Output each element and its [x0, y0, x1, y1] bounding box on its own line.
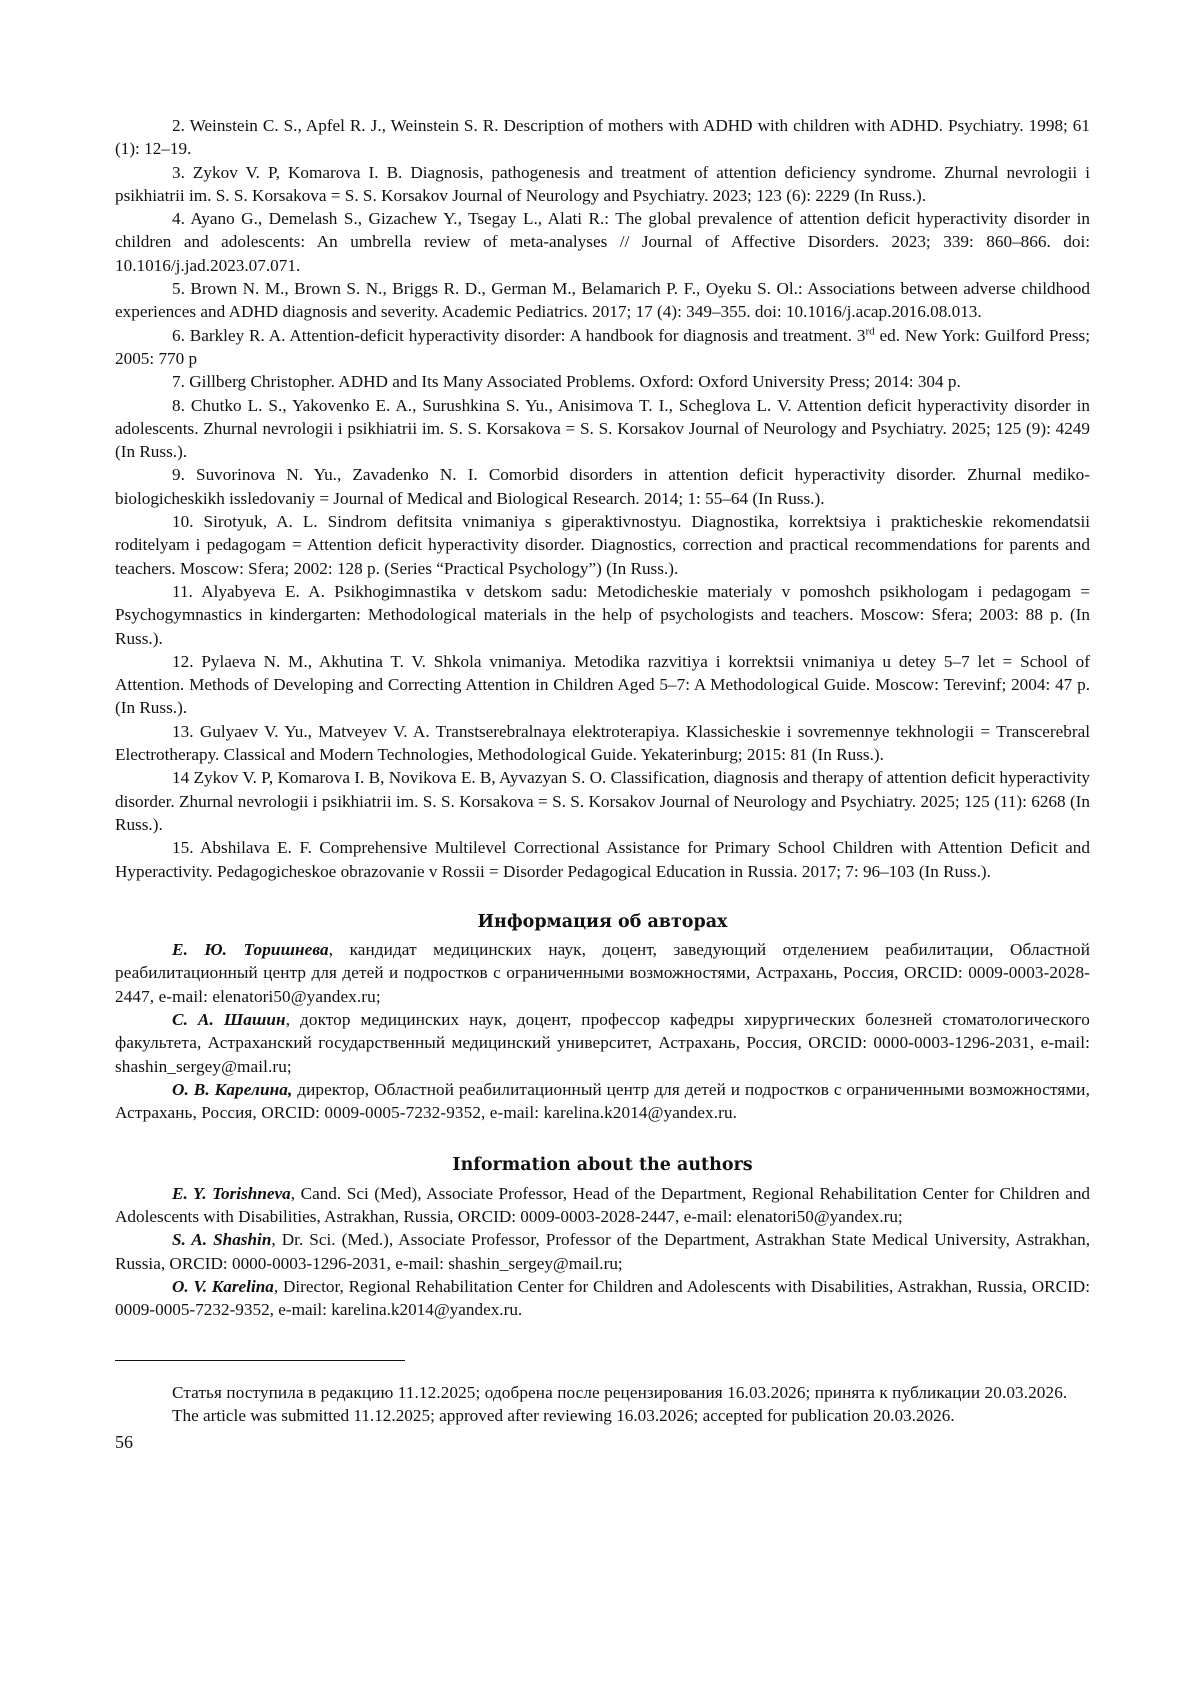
author-name: E. Y. Torishneva [172, 1183, 291, 1203]
reference-item: 11. Alyabyeva E. A. Psikhogimnastika v detskom sadu: Metodicheskie materialy v pomoshch psikhologam i pedagogam = Psychogymnastics in kindergarten: Methodological materials in the help of psychologists and teachers. Moscow: Sfera; 2003: 88 p. (In Russ.). [115, 581, 1090, 648]
reference-item: 10. Sirotyuk, A. L. Sindrom defitsita vnimaniya s giperaktivnostyu. Diagnostika, korrektsiya i prakticheskie rekomendatsii roditelyam i pedagogam = Attention deficit hyperactivity disorder. Diagnostics, correction and practical recommendations for parents and teachers. Moscow: Sfera; 2002: 128 p. (Series “Practical Psychology”) (In Russ.). [115, 512, 1090, 578]
author-details: Dr. Sci. (Med.), Associate Professor, Professor of the Department, Astrakhan State Medical University, Astrakhan, Russia, ORCID: 0000-0003-1296-2031, e-mail: shashin_sergey@mail.ru; [115, 1230, 1091, 1273]
author-entry [115, 1228, 1090, 1275]
author-details: Director, Regional Rehabilitation Center for Children and Adolescents with Disabilities, Astrakhan, Russia, ORCID: 0009-0005-7232-9352, e-mail: karelina.k2014@yandex.ru. [115, 1276, 1090, 1320]
reference-item: 14 Zykov V. P, Komarova I. B, Novikova E. B, Ayvazyan S. O. Classification, diagnosis and therapy of attention deficit hyperactivity disorder. Zhurnal nevrologii i psikhiatrii im. S. S. Korsakova = S. S. Korsakov Journal of Neurology and Psychiatry. 2025; 125 (11): 6268 (In Russ.). [115, 768, 1090, 834]
author-name: О. В. Карелина, [172, 1079, 293, 1099]
author-name: S. A. Shashin [172, 1230, 272, 1250]
author-name: O. V. Karelina [172, 1276, 274, 1296]
reference-list [115, 114, 1090, 883]
author-entry [115, 938, 1090, 1008]
author-separator: , [285, 1009, 301, 1029]
reference-item: 2. Weinstein C. S., Apfel R. J., Weinstein S. R. Description of mothers with ADHD with children with ADHD. Psychiatry. 1998; 61 (1): 12–19. [115, 116, 1090, 159]
reference-item: 12. Pylaeva N. M., Akhutina T. V. Shkola vnimaniya. Metodika razvitiya i korrektsii vnimaniya u detey 5–7 let = School of Attention. Methods of Developing and Correcting Attention in Children Aged 5–7: A Methodological Guide. Moscow: Terevinf; 2004: 47 p. (In Russ.). [115, 651, 1090, 718]
author-details: кандидат медицинских наук, доцент, заведующий отделением реабилитации, Областной реабилитационный центр для детей и подростков с ограниченными возможностями, Астрахань, Россия, ORCID: 0009-0003-2028-2447, e-mail: elenatori50@yandex.ru; [115, 940, 1090, 1006]
reference-item: 13. Gulyaev V. Yu., Matveyev V. A. Transtserebralnaya elektroterapiya. Klassicheskie i sovremennye tekhnologii = Transcerebral Electrotherapy. Classical and Modern Technologies, Methodological Guide. Yekaterinburg; 2015: 81 (In Russ.). [115, 721, 1090, 765]
footnote-divider [115, 1360, 405, 1361]
author-entry [115, 1275, 1090, 1322]
author-separator: , [271, 1230, 282, 1250]
author-separator: , [290, 1183, 301, 1203]
author-entry [115, 1182, 1090, 1229]
reference-item: 7. Gillberg Christopher. ADHD and Its Many Associated Problems. Oxford: Oxford University Press; 2014: 304 p. [172, 372, 961, 392]
page-content [115, 114, 1090, 1454]
reference-item: 3. Zykov V. P, Komarova I. B. Diagnosis, pathogenesis and treatment of attention deficiency syndrome. Zhurnal nevrologii i psikhiatrii im. S. S. Korsakova = S. S. Korsakov Journal of Neurology and Psychiatry. 2023; 123 (6): 2229 (In Russ.). [115, 162, 1090, 205]
author-details: директор, Областной реабилитационный центр для детей и подростков с ограниченными возможностями, Астрахань, Россия, ORCID: 0009-0005-7232-9352, e-mail: karelina.k2014@yandex.ru. [115, 1079, 1091, 1123]
author-details: доктор медицинских наук, доцент, профессор кафедры хирургических болезней стоматологического факультета, Астраханский государственный медицинский университет, Астрахань, Россия, ORCID: 0000-0003-1296-2031, e-mail: shashin_sergey@mail.ru; [115, 1009, 1090, 1076]
authors-section-en [115, 1182, 1090, 1322]
footnote-en: The article was submitted 11.12.2025; approved after reviewing 16.03.2026; accepted for publication 20.03.2026. [172, 1405, 955, 1425]
author-name: Е. Ю. Торишнева [172, 940, 329, 960]
reference-item: 8. Chutko L. S., Yakovenko E. A., Surushkina S. Yu., Anisimova T. I., Scheglova L. V. Attention deficit hyperactivity disorder in adolescents. Zhurnal nevrologii i psikhiatrii im. S. S. Korsakova = S. S. Korsakov Journal of Neurology and Psychiatry. 2025; 125 (9): 4249 (In Russ.). [115, 395, 1090, 462]
reference-text: 6. Barkley R. A. Attention-deficit hyperactivity disorder: A handbook for diagnosis and treatment. 3 [172, 325, 866, 345]
reference-item: 9. Suvorinova N. Yu., Zavadenko N. I. Comorbid disorders in attention deficit hyperactivity disorder. Zhurnal mediko-biologicheskikh issledovaniy = Journal of Medical and Biological Research. 2014; 1: 55–64 (In Russ.). [115, 465, 1090, 508]
reference-item: 5. Brown N. M., Brown S. N., Briggs R. D., German M., Belamarich P. F., Oyeku S. Ol.: Associations between adverse childhood experiences and ADHD diagnosis and severity. Academic Pediatrics. 2017; 17 (4): 349–355. doi: 10.1016/j.acap.2016.08.013. [115, 279, 1090, 322]
author-entry [115, 1008, 1090, 1078]
page-number: 56 [115, 1432, 133, 1453]
reference-item: 15. Abshilava E. F. Comprehensive Multilevel Correctional Assistance for Primary School Children with Attention Deficit and Hyperactivity. Pedagogicheskoe obrazovanie v Rossii = Disorder Pedagogical Education in Russia. 2017; 7: 96–103 (In Russ.). [115, 838, 1090, 881]
reference-superscript: rd [865, 324, 875, 337]
reference-item: 4. Ayano G., Demelash S., Gizachew Y., Tsegay L., Alati R.: The global prevalence of attention deficit hyperactivity disorder in children and adolescents: An umbrella review of meta-analyses // Journal of Affective Disorders. 2023; 339: 860–866. doi: 10.1016/j.jad.2023.07.071. [115, 209, 1090, 275]
footnote-ru: Статья поступила в редакцию 11.12.2025; одобрена после рецензирования 16.03.2026; принята к публикации 20.03.2026. [172, 1382, 1068, 1402]
author-entry [115, 1078, 1090, 1125]
author-name: С. А. Шашин [172, 1009, 286, 1029]
author-separator: , [273, 1276, 283, 1296]
reference-item [115, 324, 1090, 371]
authors-heading-en: Information about the authors [452, 1155, 753, 1176]
author-separator: , [328, 940, 350, 960]
author-details: Cand. Sci (Med), Associate Professor, Head of the Department, Regional Rehabilitation Center for Children and Adolescents with Disabilities, Astrakhan, Russia, ORCID: 0009-0003-2028-2447, e-mail: elenatori50@yandex.ru; [115, 1183, 1091, 1227]
authors-heading-ru: Информация об авторах [477, 911, 728, 932]
reference-text: ed. New York: Guilford Press; 2005: 770 p [115, 325, 1090, 368]
authors-section-ru [115, 938, 1090, 1124]
